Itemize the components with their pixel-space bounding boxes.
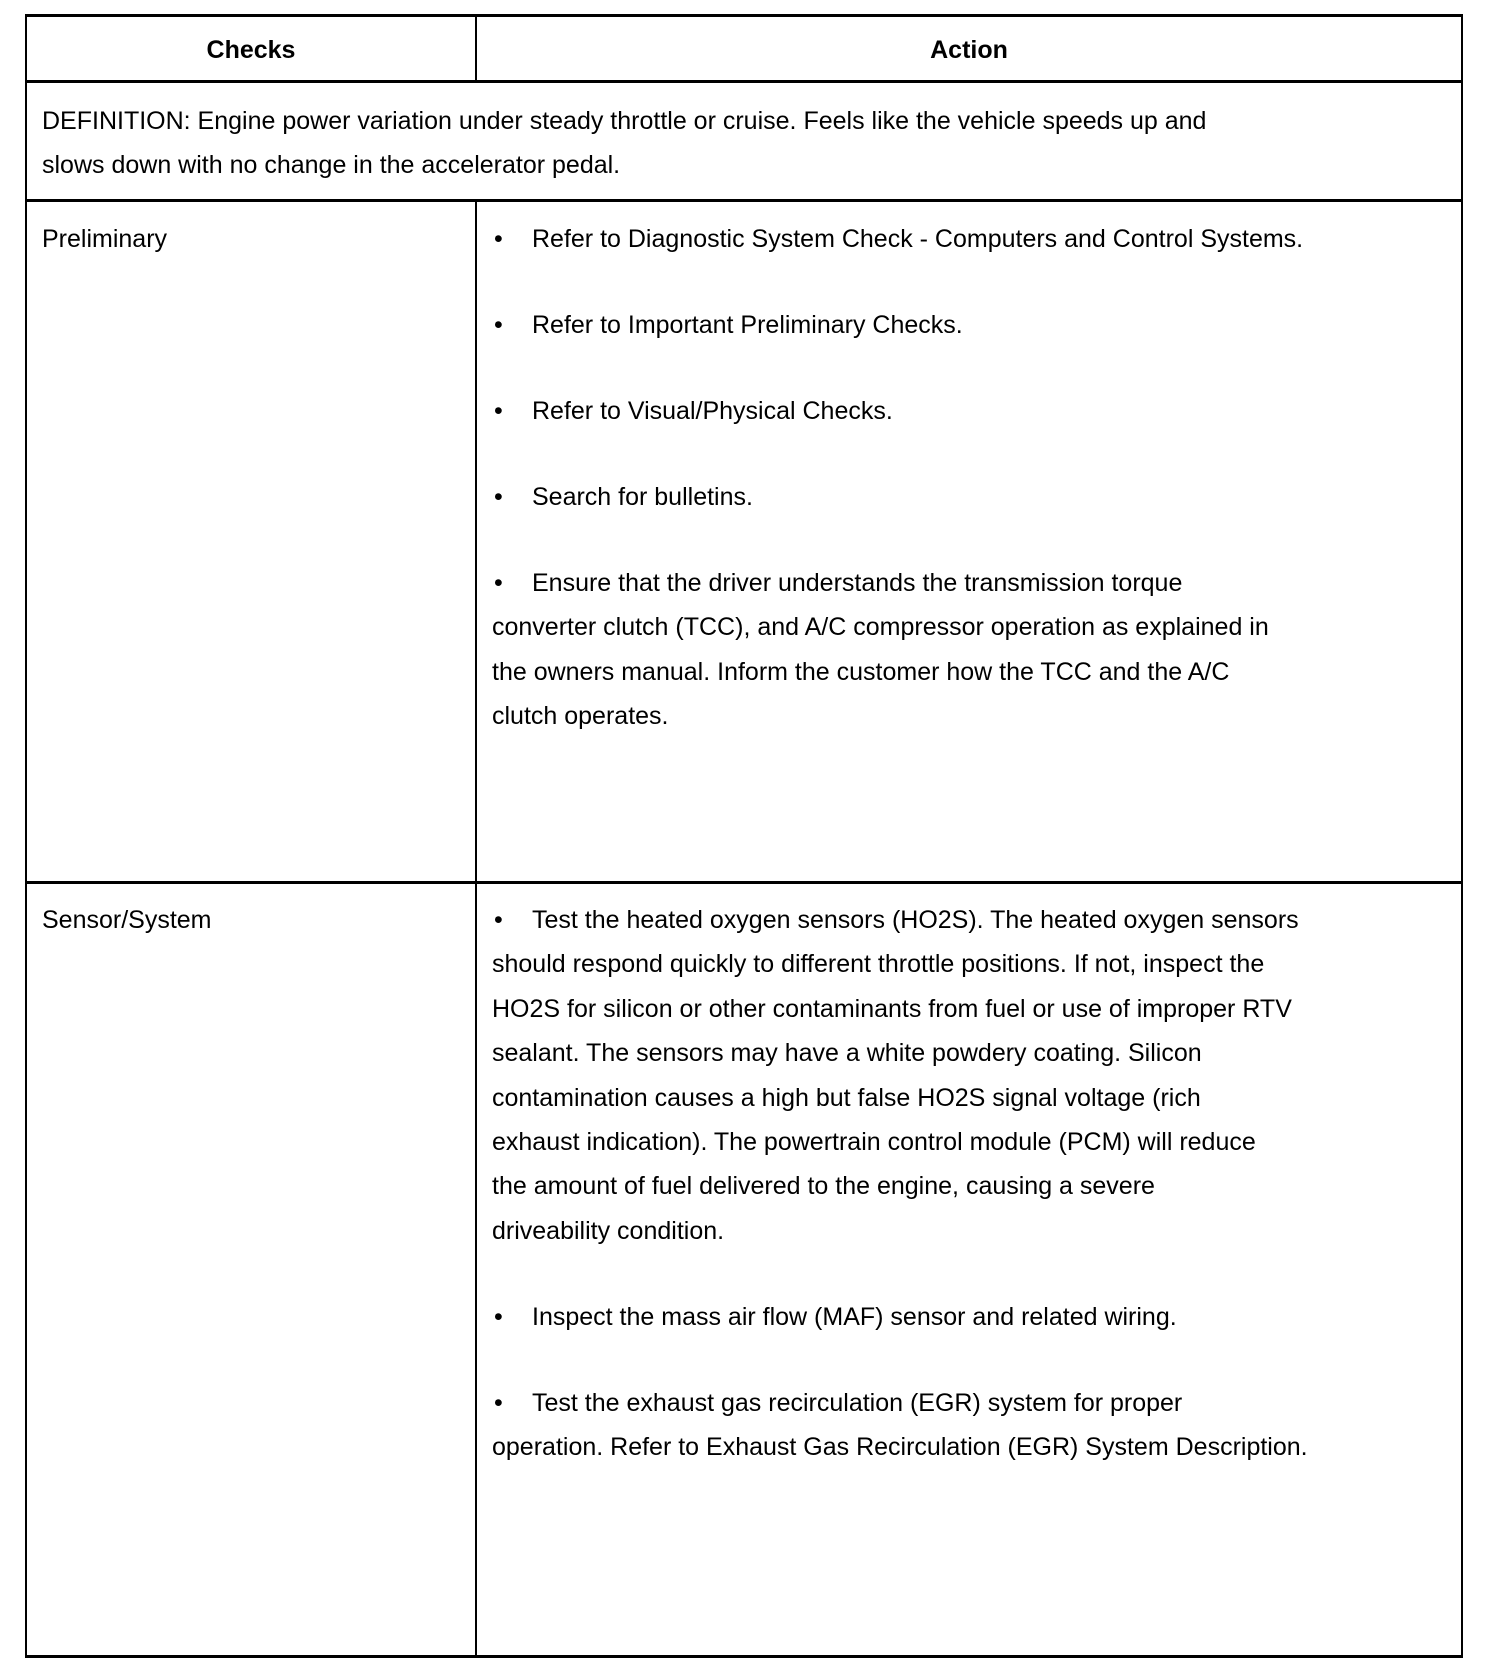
definition-divider — [25, 199, 1463, 202]
column-divider — [475, 199, 477, 1657]
action-text-line: exhaust indication). The powertrain control module (PCM) will reduce — [492, 1128, 1256, 1156]
action-text-line: converter clutch (TCC), and A/C compressor operation as explained in — [492, 613, 1269, 642]
action-text-line: Search for bulletins. — [532, 483, 753, 511]
bullet-icon: • — [494, 397, 503, 425]
action-text-line: driveability condition. — [492, 1216, 725, 1245]
action-text-line: operation. Refer to Exhaust Gas Recirculation (EGR) System Description. — [492, 1433, 1308, 1462]
definition-line: DEFINITION: Engine power variation under steady throttle or cruise. Feels like the vehicle speeds up and — [42, 107, 1207, 135]
bullet-icon: • — [494, 483, 503, 511]
action-text-line: should respond quickly to different throttle positions. If not, inspect the — [492, 950, 1265, 979]
header-action: Action — [930, 36, 1008, 64]
action-text-line: Inspect the mass air flow (MAF) sensor and related wiring. — [532, 1303, 1177, 1331]
action-text-line: Refer to Visual/Physical Checks. — [532, 397, 893, 425]
definition-line: slows down with no change in the accelerator pedal. — [42, 151, 621, 179]
action-text-line: Test the exhaust gas recirculation (EGR) system for proper — [532, 1389, 1183, 1417]
action-text-line: the owners manual. Inform the customer how the TCC and the A/C — [492, 657, 1230, 686]
header-divider — [25, 80, 1463, 83]
table-border-left — [25, 14, 27, 1658]
check-preliminary: Preliminary — [42, 225, 168, 253]
action-text-line: Refer to Important Preliminary Checks. — [532, 311, 963, 339]
check-sensor-system: Sensor/System — [42, 906, 212, 934]
action-text-line: HO2S for silicon or other contaminants from fuel or use of improper RTV — [492, 994, 1292, 1023]
table-border-right — [1461, 14, 1463, 1658]
action-text-line: Test the heated oxygen sensors (HO2S). The heated oxygen sensors — [532, 906, 1299, 934]
bullet-icon: • — [494, 1389, 503, 1417]
action-text-line: the amount of fuel delivered to the engine, causing a severe — [492, 1172, 1155, 1201]
bullet-icon: • — [494, 225, 503, 253]
bullet-icon: • — [494, 906, 503, 934]
table-border-top — [25, 14, 1463, 17]
bullet-icon: • — [494, 1303, 503, 1331]
header-checks: Checks — [206, 36, 296, 64]
action-text-line: contamination causes a high but false HO2S signal voltage (rich — [492, 1083, 1201, 1112]
bullet-icon: • — [494, 569, 503, 597]
action-text-line: sealant. The sensors may have a white powdery coating. Silicon — [492, 1039, 1202, 1068]
action-text-line: Refer to Diagnostic System Check - Computers and Control Systems. — [532, 225, 1304, 253]
action-text-line: Ensure that the driver understands the transmission torque — [532, 569, 1183, 597]
table-border-bottom — [25, 1655, 1463, 1658]
bullet-icon: • — [494, 311, 503, 339]
action-text-line: clutch operates. — [492, 702, 669, 731]
row-divider — [25, 881, 1463, 884]
